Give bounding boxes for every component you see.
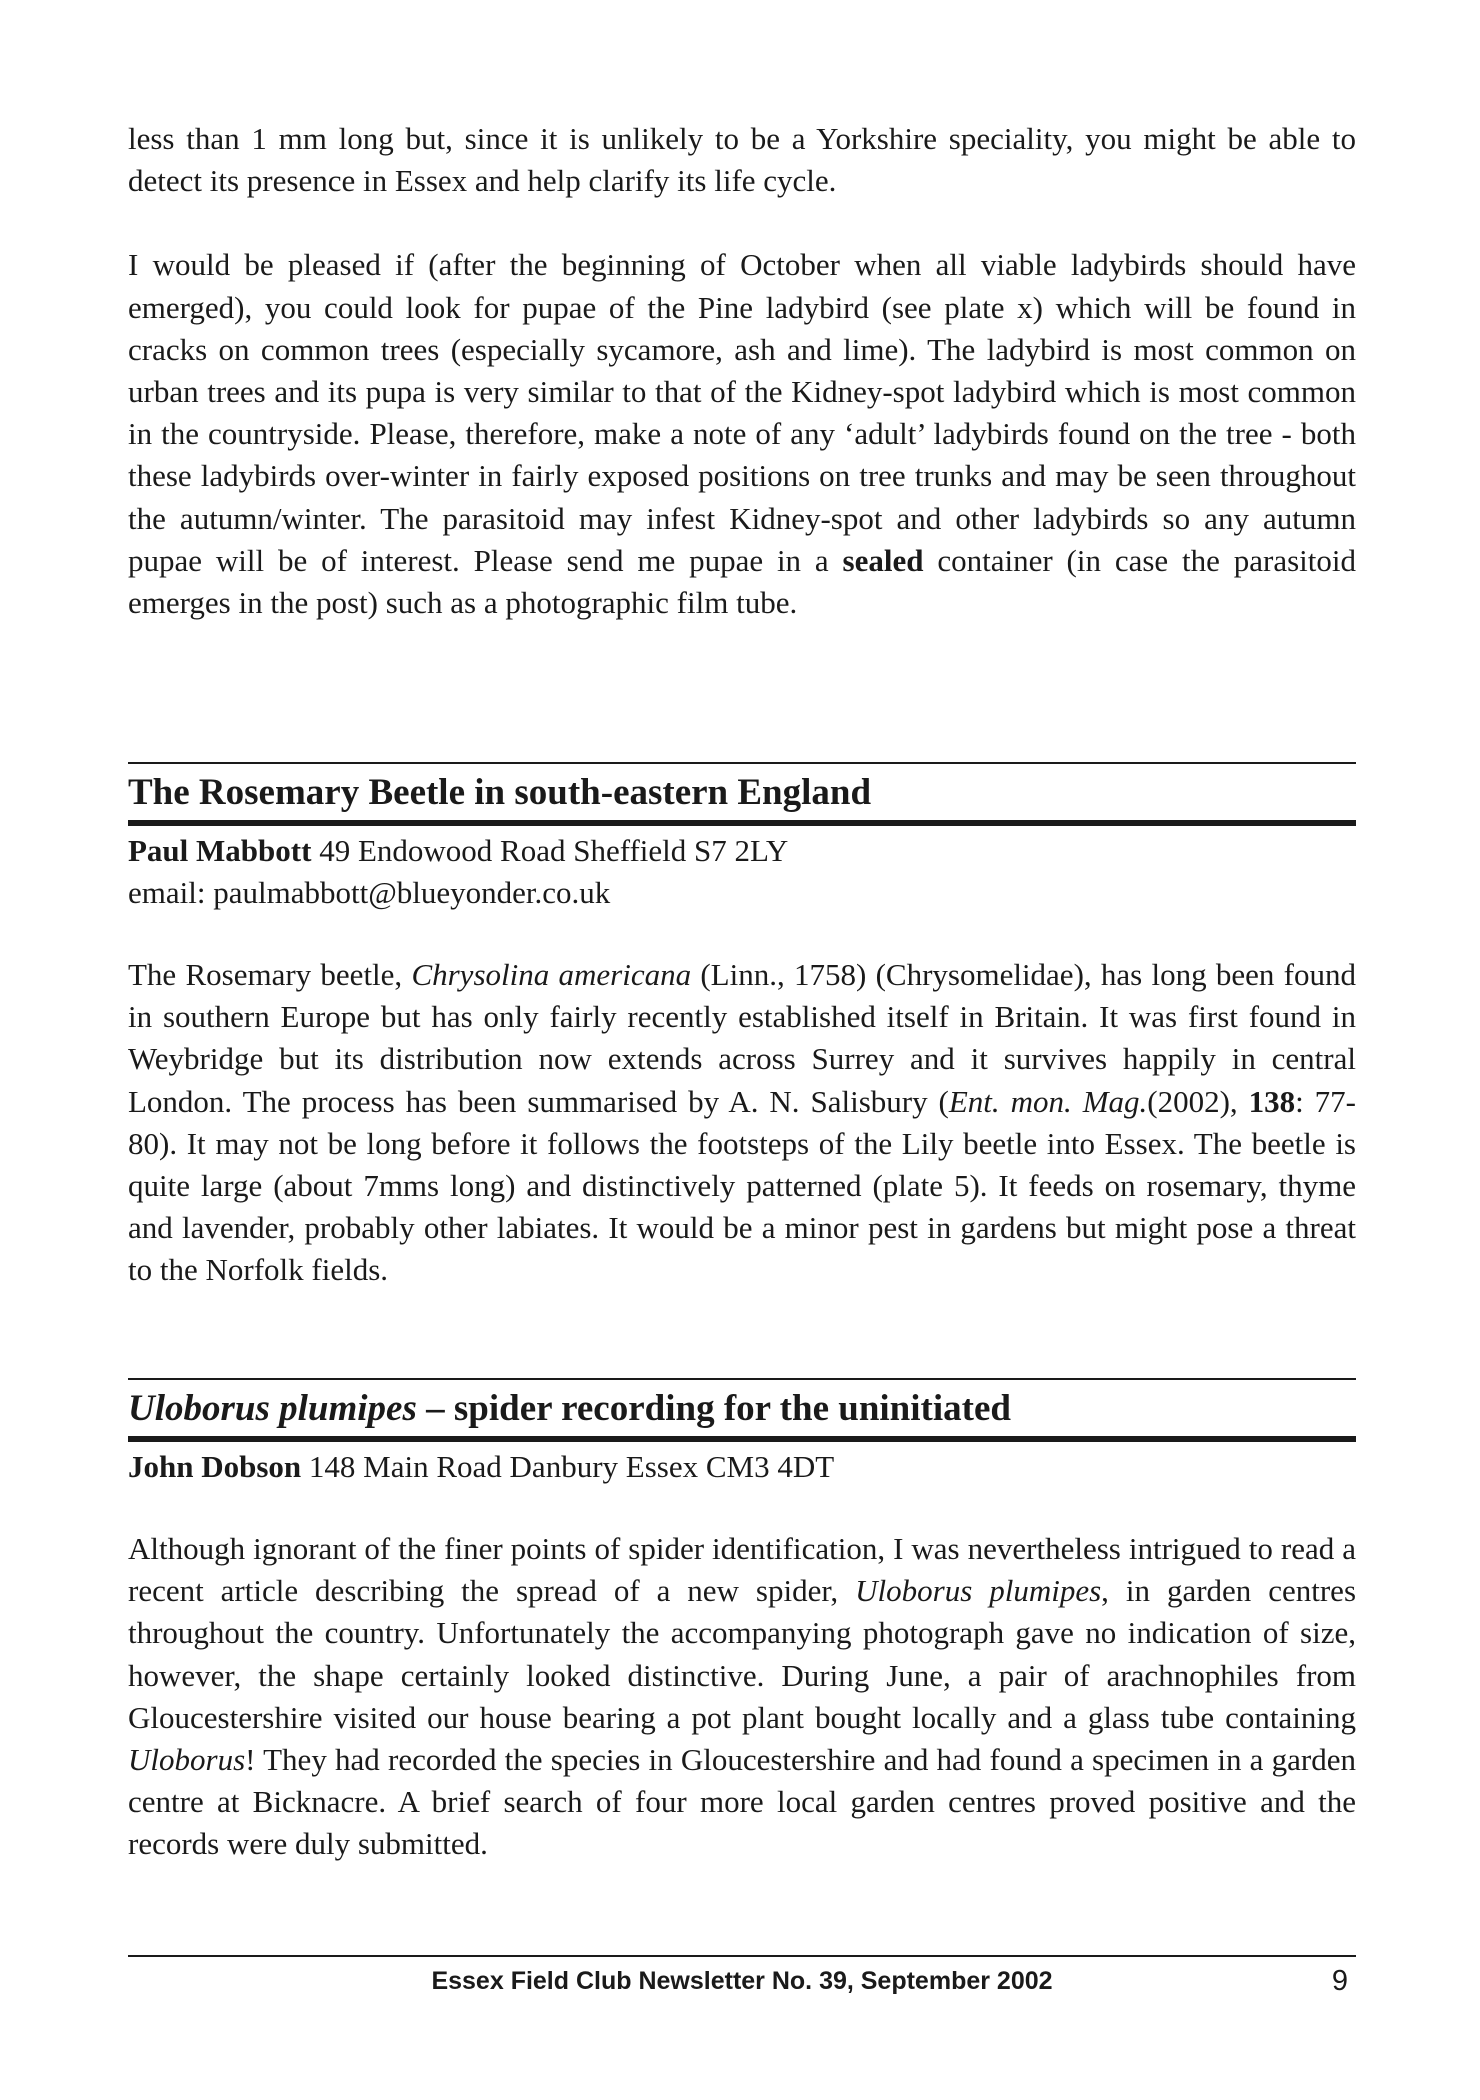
article-title xyxy=(128,1382,1356,1436)
journal-name: Ent. mon. Mag. xyxy=(948,1083,1148,1119)
intro-paragraph-2-text-a: I would be pleased if (after the beginning of October when all viable ladybirds should have emerged), you could look for pupae of the Pine ladybird (see plate x) which will be found in cracks on common trees (especially sycamore, ash and lime). The ladybird is most common on urban trees and its pupa is very similar to that of the Kidney-spot ladybird which is most common in the countryside. Please, therefore, make a note of any ‘adult’ ladybirds found on the tree - both these ladybirds over-winter in fairly exposed positions on tree trunks and may be seen throughout the autumn/winter. The parasitoid may infest Kidney-spot and other ladybirds so any autumn pupae will be of interest. Please send me pupae in a xyxy=(128,247,1356,578)
article-text-a: The Rosemary beetle, xyxy=(128,957,412,992)
author-line xyxy=(128,830,1356,872)
intro-paragraph-2 xyxy=(128,244,1356,624)
intro-paragraph-2-text-b: container (in case the parasitoid emerges in the post) such as a photographic film tube. xyxy=(128,542,1356,621)
author-line xyxy=(128,1446,1356,1488)
article-title: The Rosemary Beetle in south-eastern England xyxy=(128,772,872,813)
article-paragraph xyxy=(128,1528,1356,1866)
heading-top-rule xyxy=(128,1378,1356,1380)
author-name: Paul Mabbott xyxy=(128,833,312,868)
article-text-d: : 77-80). It may not be long before it follows the footsteps of the Lily beetle into Essex. The beetle is quite large (about 7mms long) and distinctively patterned (plate 5). It feeds on rosemary, thyme and lavender, probably other labiates. It would be a minor pest in gardens but might pose a threat to the Norfolk fields. xyxy=(128,1083,1357,1288)
heading-bottom-rule xyxy=(128,820,1356,826)
intro-paragraph-2-bold: sealed xyxy=(842,542,924,578)
page-number: 9 xyxy=(1331,1965,1348,1997)
genus-name: Uloborus xyxy=(128,1742,246,1778)
article-paragraph xyxy=(128,954,1356,1292)
article-text-b: , in garden centres throughout the country. Unfortunately the accompanying photograph gave no indication of size, however, the shape certainly looked distinctive. During June, a pair of arachnophiles from Gloucestershire visited our house bearing a pot plant bought locally and a glass tube containing xyxy=(128,1573,1357,1735)
heading-top-rule xyxy=(128,762,1356,764)
species-name: Chrysolina americana xyxy=(411,957,692,992)
species-name: Uloborus plumipes xyxy=(855,1573,1102,1609)
intro-paragraph-1: less than 1 mm long but, since it is unlikely to be a Yorkshire speciality, you might be able to detect its presence in Essex and help clarify its life cycle. xyxy=(128,121,1356,199)
article-uloborus xyxy=(128,1378,1356,1866)
article-text-c: (2002), xyxy=(1147,1083,1249,1119)
title-species: Uloborus plumipes xyxy=(128,1388,417,1429)
author-address: 49 Endowood Road Sheffield S7 2LY xyxy=(311,833,789,868)
article-text-a: Although ignorant of the finer points of spider identification, I was nevertheless intrigued to read a recent article describing the spread of a new spider, xyxy=(128,1531,1356,1609)
article-text-b: (Linn., 1758) (Chrysomelidae), has long been found in southern Europe but has only fairly recently established itself in Britain. It was first found in Weybridge but its distribution now extends across Surrey and it survives happily in central London. The process has been summarised by A. N. Salisbury ( xyxy=(128,957,1356,1119)
journal-volume: 138 xyxy=(1248,1083,1296,1119)
article-rosemary-beetle xyxy=(128,762,1356,1292)
article-text-c: ! They had recorded the species in Gloucestershire and had found a specimen in a garden centre at Bicknacre. A brief search of four more local garden centres proved positive and the records were duly submitted. xyxy=(128,1742,1356,1862)
author-name: John Dobson xyxy=(128,1449,302,1484)
author-email: email: paulmabbott@blueyonder.co.uk xyxy=(128,875,611,910)
heading-bottom-rule xyxy=(128,1436,1356,1442)
author-address: 148 Main Road Danbury Essex CM3 4DT xyxy=(301,1449,835,1484)
page-footer xyxy=(128,1955,1356,1997)
intro-section xyxy=(128,118,1356,624)
footer-publication: Essex Field Club Newsletter No. 39, September 2002 xyxy=(431,1967,1053,1995)
title-rest: – spider recording for the uninitiated xyxy=(416,1388,1011,1429)
